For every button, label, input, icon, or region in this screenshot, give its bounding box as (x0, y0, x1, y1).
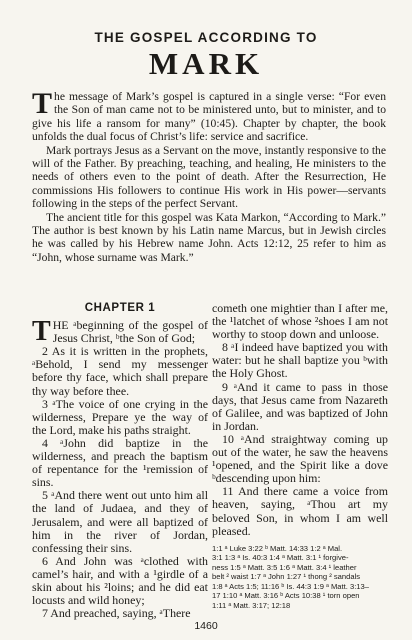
verse-10: 10 ᵃAnd straightway coming up out of the water, he saw the heavens ¹opened, and the Spirit like a dove ᵇdescending upon him: (212, 431, 388, 486)
note-line: 3:1 1:3 ᵃ Is. 40:3 1:4 ᵃ Matt. 3:1 ¹ forgive- (212, 553, 349, 563)
right-column (212, 302, 388, 610)
note-line: 1:8 ᵃ Acts 1:5; 11:16 ᵇ Is. 44:3 1:9 ᵃ Matt. 3:13– (212, 581, 369, 591)
note-line: ness 1:5 ᵃ Matt. 3:5 1:6 ᵃ Matt. 3:4 ¹ leather (212, 562, 357, 572)
verse-8: 8 ᵃI indeed have baptized you with water: but he shall baptize you ᵇwith the Holy Ghost. (212, 340, 388, 381)
intro-paragraph-1: The message of Mark’s gospel is captured in a single verse: “For even the Son of man came not to be ministered unto, but to minister, and to give his life a ransom for many” (10:45). Chapter by chapter, the book unfolds the dual focus of Christ’s life: service and sacrifice. (32, 87, 386, 144)
verse-2: 2 As it is written in the prophets, ᵃBehold, I send my messenger before thy face, which shall prepare thy way before thee. (32, 344, 208, 398)
verse-3: 3 ᵃThe voice of one crying in the wilderness, Prepare ye the way of the Lord, make his paths straight. (32, 396, 208, 437)
intro-paragraph-2: Mark portrays Jesus as a Servant on the move, instantly responsive to the will of the Father. By preaching, teaching, and healing, He ministers to the needs of others even to the point of death. After the Resurrection, He commissions His followers to continue His work in His power—servants following in the steps of the perfect Servant. (32, 143, 386, 211)
intro-dropcap: T (32, 87, 53, 120)
book-title: MARK (148, 46, 264, 81)
page-number: 1460 (194, 620, 218, 632)
note-line: 17 1:10 ᵃ Matt. 3:16 ᵇ Acts 10:38 ¹ torn open (212, 591, 360, 601)
intro-paragraph-3: The ancient title for this gospel was Kata Markon, “According to Mark.” The author is best known by his Latin name Marcus, but in Jewish circles he was called by his Hebrew name John. Acts 12:12, 25 refer to him as “John, whose surname was Mark.” (32, 210, 386, 264)
verse-7-continued: cometh one mightier than I after me, the ¹latchet of whose ²shoes I am not worthy to stoop down and unloose. (212, 301, 388, 342)
note-line: 1:11 ᵃ Matt. 3:17; 12:18 (212, 600, 291, 610)
verse-6: 6 And John was ᵃclothed with camel’s hair, and with a ¹girdle of a skin about his ²loins; and he did eat locusts and wild honey; (32, 553, 208, 608)
chapter-dropcap: T (32, 316, 51, 348)
chapter-heading: CHAPTER 1 (84, 302, 156, 314)
verse-11: 11 And there came a voice from heaven, saying, ᵃThou art my beloved Son, in whom I am well pleased. (212, 484, 388, 538)
book-subtitle: THE GOSPEL ACCORDING TO (94, 30, 318, 45)
book-introduction (32, 87, 386, 264)
cross-references (212, 544, 388, 611)
verse-1: THE ᵃbeginning of the gospel of Jesus Christ, ᵇthe Son of God; (32, 316, 208, 348)
verse-4: 4 ᵃJohn did baptize in the wilderness, and preach the baptism of repentance for the ¹remission of sins. (32, 435, 208, 490)
verse-9: 9 ᵃAnd it came to pass in those days, that Jesus came from Nazareth of Galilee, and was baptized of John in Jordan. (212, 379, 388, 433)
verse-7: 7 And preached, saying, ᵃThere (42, 606, 191, 621)
note-line: 1:1 ᵃ Luke 3:22 ᵇ Matt. 14:33 1:2 ᵃ Mal. (212, 543, 343, 553)
verse-5: 5 ᵃAnd there went out unto him all the land of Judaea, and they of Jerusalem, and were all baptized of him in the river of Jordan, confessing their sins. (32, 488, 208, 555)
left-column (32, 302, 208, 620)
note-line: belt ² waist 1:7 ᵃ John 1:27 ¹ thong ² sandals (212, 572, 361, 582)
